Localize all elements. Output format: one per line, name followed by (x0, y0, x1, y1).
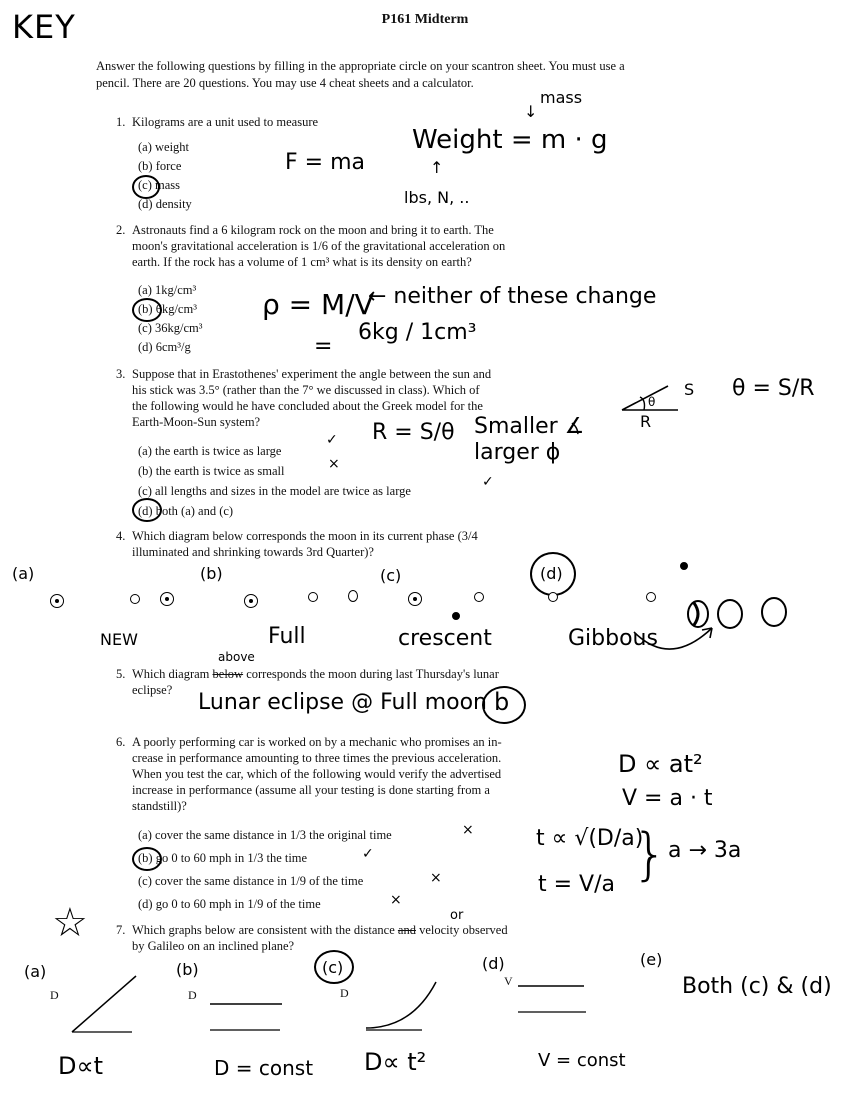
page-title: P161 Midterm (381, 12, 469, 27)
q1-option-b: (b) force (138, 159, 182, 173)
question-number: 1. (116, 115, 126, 129)
question-text: Kilograms are a unit used to measure (132, 115, 319, 129)
note-fma: F = ma (285, 150, 365, 175)
note-r: R = S/θ (372, 420, 455, 445)
answer-circle (132, 498, 162, 522)
key-label: KEY (12, 8, 76, 46)
note-new: NEW (100, 630, 138, 649)
question-number: 5. (116, 667, 126, 681)
moon-diagram (452, 612, 460, 620)
note-weight: Weight = m · g (412, 125, 608, 155)
moon-diagram (680, 562, 688, 570)
note-above: above (218, 650, 255, 664)
note-both-cd: Both (c) & (d) (682, 974, 832, 999)
q2-option-c: (c) 36kg/cm³ (138, 321, 203, 335)
check-icon: ✓ (326, 432, 338, 448)
question-2 (116, 222, 582, 270)
instructions (96, 58, 756, 92)
instructions-line-1: Answer the following questions by filling in the appropriate circle on your scantron sheet. You must use a (96, 59, 625, 73)
arrow-up-icon: ↑ (430, 158, 444, 177)
answer-circle (314, 950, 354, 984)
note-lunar-eclipse: Lunar eclipse @ Full moon (198, 690, 487, 715)
caption-c: D∝ t² (364, 1048, 427, 1076)
axis-label: D (50, 988, 59, 1002)
label-c: (c) (380, 566, 402, 585)
cross-icon: × (390, 892, 402, 908)
check-icon: ✓ (362, 846, 374, 862)
q6-option-b: (b) go 0 to 60 mph in 1/3 the time (138, 851, 308, 865)
instructions-line-2: pencil. There are 20 questions. You may use 4 cheat sheets and a calculator. (96, 76, 474, 90)
label-d: (d) (540, 564, 563, 583)
question-text: corresponds the moon during last Thursday's lunar (243, 667, 499, 681)
question-text-line-3: the following would he have concluded about the Greek model for the (132, 399, 483, 413)
axis-label: V (504, 974, 513, 988)
moon-diagram (646, 592, 656, 602)
arrow-down-icon: ↓ (524, 102, 538, 121)
note-mass: mass (540, 88, 583, 107)
note-rho: ρ = M/V (262, 288, 374, 321)
note-neither: ← neither of these change (368, 284, 657, 309)
graph-label-a: (a) (24, 962, 47, 981)
q1-option-d: (d) density (138, 197, 192, 211)
q6-option-d: (d) go 0 to 60 mph in 1/9 of the time (138, 897, 321, 911)
question-text-line-5: standstill)? (132, 799, 187, 813)
graph-d (510, 980, 590, 1020)
moon-diagram (50, 594, 64, 608)
note-value: 6kg / 1cm³ (358, 320, 477, 345)
answer-circle (132, 847, 162, 871)
q6-option-c: (c) cover the same distance in 1/9 of the time (138, 874, 364, 888)
question-7 (116, 922, 592, 954)
graph-label-d: (d) (482, 954, 505, 973)
q6-options (138, 824, 392, 916)
note-v-at: V = a · t (622, 786, 713, 811)
q6-option-a: (a) cover the same distance in 1/3 the original time (138, 828, 392, 842)
note-full: Full (268, 624, 306, 649)
note-equals: = (314, 334, 333, 359)
note-or: or (450, 908, 464, 923)
moon-diagram (308, 592, 318, 602)
note-answer: b (494, 688, 510, 716)
graph-b (206, 990, 286, 1040)
note-s: S (684, 380, 695, 399)
question-text: Which graphs below are consistent with the distance (132, 923, 398, 937)
question-text-line-1: A poorly performing car is worked on by a mechanic who promises an in- (132, 735, 502, 749)
q2-option-a: (a) 1kg/cm³ (138, 283, 197, 297)
question-text-line-2: illuminated and shrinking towards 3rd Quarter)? (132, 545, 374, 559)
moon-diagram (160, 592, 174, 606)
note-a3a: a → 3a (668, 838, 742, 863)
moon-diagram (548, 592, 558, 602)
q2-option-d: (d) 6cm³/g (138, 340, 191, 354)
question-number: 3. (116, 367, 126, 381)
question-text-line-2: crease in performance amounting to three times the previous acceleration. (132, 751, 502, 765)
question-text-line-3: When you test the car, which of the following would verify the advertised (132, 767, 502, 781)
q3-option-d: (d) both (a) and (c) (138, 504, 234, 518)
graph-a (66, 970, 146, 1040)
question-text-line-2: moon's gravitational acceleration is 1/6 of the gravitational acceleration on (132, 239, 506, 253)
note-d-at2: D ∝ at² (618, 750, 703, 778)
question-text-line-4: Earth-Moon-Sun system? (132, 415, 261, 429)
caption-d: V = const (538, 1050, 626, 1071)
note-units: lbs, N, .. (404, 188, 470, 207)
question-text-line-1: Astronauts find a 6 kilogram rock on the moon and bring it to earth. The (132, 223, 494, 237)
question-text-line-2: his stick was 3.5° (rather than the 7° we discussed in class). Which of (132, 383, 480, 397)
caption-b: D = const (214, 1056, 314, 1080)
question-text-line-1 (132, 666, 592, 682)
q3-option-c: (c) all lengths and sizes in the model are twice as large (138, 484, 411, 498)
q3-option-a: (a) the earth is twice as large (138, 444, 282, 458)
graph-label-b: (b) (176, 960, 199, 979)
q3-options (138, 441, 411, 521)
question-6 (116, 734, 582, 814)
note-gibbous: Gibbous (568, 626, 658, 651)
note-theta: θ = S/R (732, 376, 815, 401)
note-larger: larger ϕ (474, 440, 561, 465)
question-number: 7. (116, 923, 126, 937)
question-text-line-1 (132, 922, 592, 938)
label-a: (a) (12, 564, 35, 583)
angle-sketch-icon (618, 380, 688, 416)
graph-c (362, 980, 442, 1040)
note-t-sqrt: t ∝ √(D/a) (536, 826, 644, 851)
question-text-line-2: by Galileo on an inclined plane? (132, 939, 295, 953)
question-text-line-1: Which diagram below corresponds the moon in its current phase (3/4 (132, 529, 478, 543)
moon-diagram (474, 592, 484, 602)
note-big-r: R (640, 412, 652, 431)
star-icon: ☆ (52, 900, 88, 946)
question-text-line-4: increase in performance (assume all your testing is done starting from a (132, 783, 490, 797)
question-number: 6. (116, 735, 126, 749)
moon-diagram (244, 594, 258, 608)
check-icon: ✓ (482, 474, 494, 490)
q3-option-b: (b) the earth is twice as small (138, 464, 285, 478)
moon-diagram (130, 594, 140, 604)
question-4 (116, 528, 582, 560)
note-crescent: crescent (398, 626, 492, 651)
struck-word: below (212, 667, 244, 681)
brace-icon: } (632, 822, 668, 887)
note-smaller: Smaller ∡ (474, 414, 585, 439)
caption-a: D∝t (58, 1052, 104, 1080)
axis-label: D (188, 988, 197, 1002)
question-number: 4. (116, 529, 126, 543)
answer-circle (132, 298, 162, 322)
question-text-line-3: earth. If the rock has a volume of 1 cm³ what is its density on earth? (132, 255, 472, 269)
q2-option-b: (b) 6kg/cm³ (138, 302, 197, 316)
question-text-line-2: eclipse? (132, 683, 173, 697)
moon-diagram (408, 592, 422, 606)
svg-text:θ: θ (648, 395, 656, 409)
arrow-curve-icon (630, 620, 720, 664)
struck-word: and (397, 923, 416, 937)
note-t-va: t = V/a (538, 872, 615, 897)
question-number: 2. (116, 223, 126, 237)
moon-diagram (348, 590, 358, 602)
label-b: (b) (200, 564, 223, 583)
graph-label-c: (c) (322, 958, 344, 977)
graph-label-e: (e) (640, 950, 663, 969)
question-text-line-1: Suppose that in Erastothenes' experiment the angle between the sun and (132, 367, 492, 381)
q1-option-c: (c) mass (138, 178, 180, 192)
question-text: velocity observed (415, 923, 508, 937)
axis-label: D (340, 986, 349, 1000)
cross-icon: × (430, 870, 442, 886)
q1-option-a: (a) weight (138, 140, 190, 154)
answer-circle (132, 175, 160, 199)
answer-circle (530, 552, 576, 596)
question-text: Which diagram (132, 667, 213, 681)
cross-icon: × (328, 456, 340, 472)
cross-icon: × (462, 822, 474, 838)
